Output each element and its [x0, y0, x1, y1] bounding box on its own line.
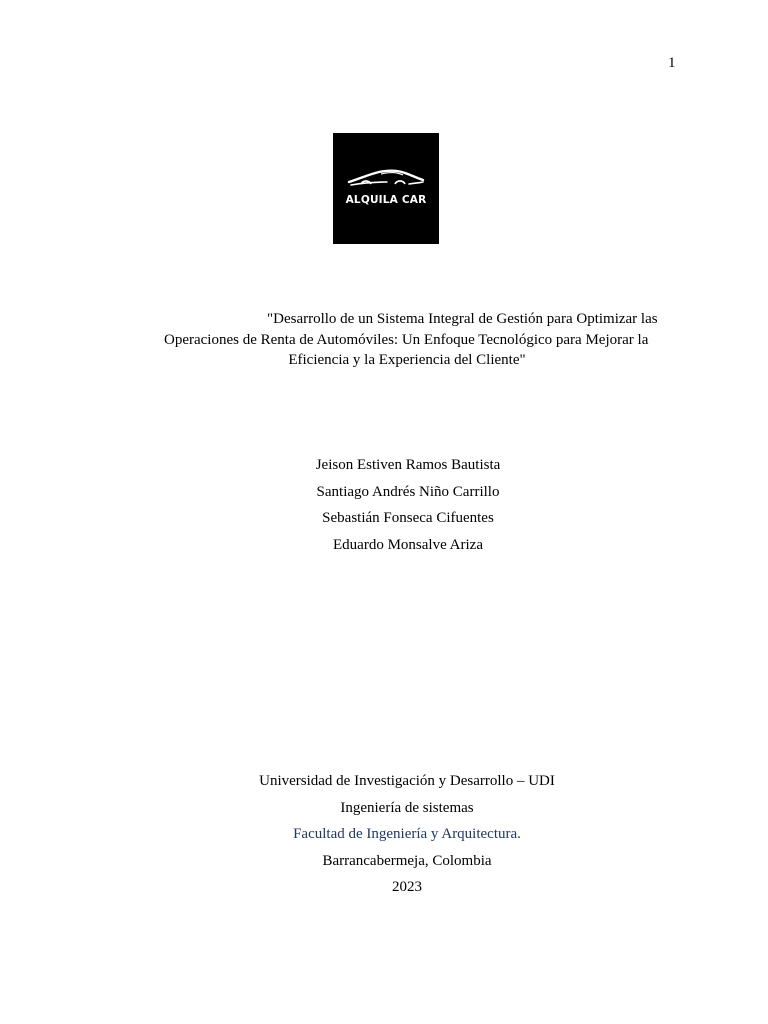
location: Barrancabermeja, Colombia — [322, 852, 492, 869]
university-name: Universidad de Investigación y Desarrollo – UDI — [259, 773, 555, 789]
year: 2023 — [392, 879, 422, 895]
alquila-car-logo — [333, 133, 439, 244]
author-name: Sebastián Fonseca Cifuentes — [322, 510, 494, 526]
author-name: Eduardo Monsalve Ariza — [333, 536, 483, 553]
title-line: Operaciones de Renta de Automóviles: Un Enfoque Tecnológico para Mejorar la — [164, 331, 649, 348]
author-name: Jeison Estiven Ramos Bautista — [315, 457, 501, 473]
institution-block — [0, 768, 768, 901]
title-line: "Desarrollo de un Sistema Integral de Gestión para Optimizar las — [267, 311, 658, 327]
faculty-name: Facultad de Ingeniería y Arquitectura. — [293, 826, 521, 842]
page-number: 1 — [668, 55, 676, 71]
program-name: Ingeniería de sistemas — [340, 799, 474, 816]
title-line: Eficiencia y la Experiencia del Cliente" — [288, 352, 526, 368]
car-silhouette-icon — [345, 167, 427, 189]
logo-text: ALQUILA CAR — [345, 194, 427, 206]
authors-list — [0, 452, 768, 558]
author-name: Santiago Andrés Niño Carrillo — [316, 483, 500, 500]
